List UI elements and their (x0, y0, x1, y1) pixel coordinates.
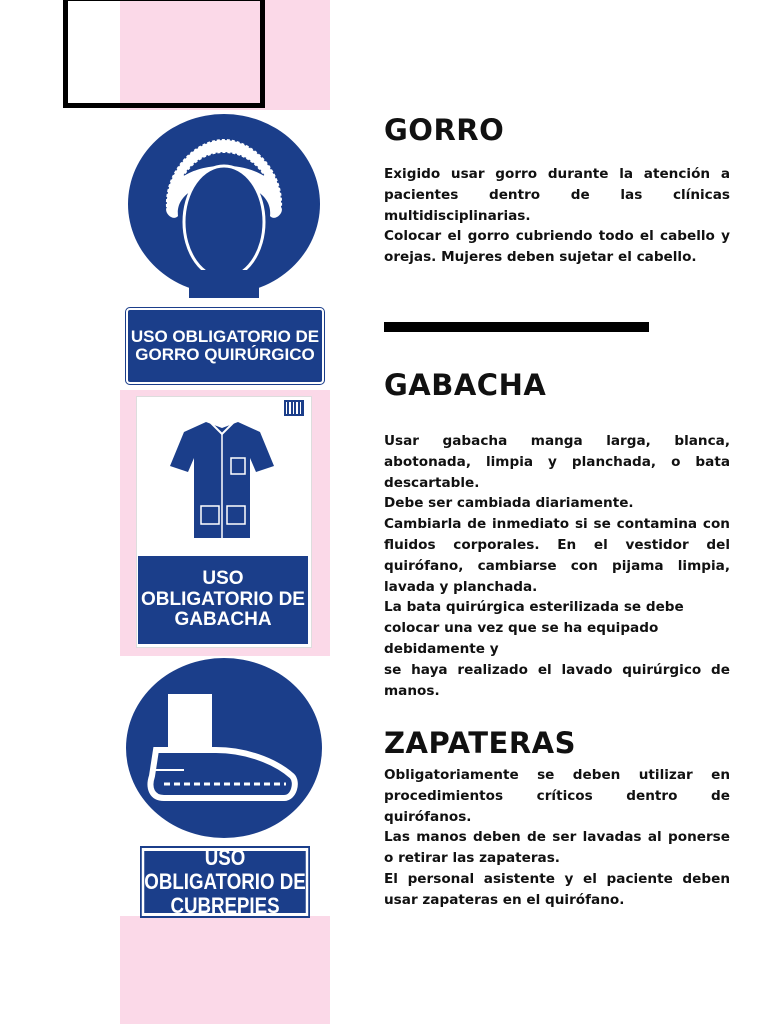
body-line: se haya realizado el lavado quirúrgico de manos. (384, 661, 730, 699)
body-line: Colocar el gorro cubriendo todo el cabello y orejas. Mujeres deben sujetar el cabello. (384, 228, 730, 266)
section-title-gorro: GORRO (384, 113, 505, 147)
body-line: Las manos deben de ser lavadas al ponerse o retirar las zapateras. (384, 829, 730, 867)
barcode-icon (284, 400, 304, 416)
section-title-gabacha: GABACHA (384, 368, 547, 402)
gorro-sign-icon (125, 112, 323, 298)
section-body-gabacha (384, 431, 730, 701)
cubrepies-sign-banner: USO OBLIGATORIO DE CUBREPIES (142, 848, 309, 916)
section-body-zapateras (384, 765, 730, 911)
body-line: Debe ser cambiada diariamente. (384, 495, 634, 512)
body-line: Obligatoriamente se deben utilizar en procedimientos críticos dentro de quirófanos. (384, 767, 730, 825)
section-title-zapateras: ZAPATERAS (384, 726, 577, 760)
section-divider (384, 322, 649, 332)
body-line: Usar gabacha manga larga, blanca, abotonada, limpia y planchada, o bata descartable. (384, 433, 730, 491)
body-line: Exigido usar gorro durante la atención a pacientes dentro de las clínicas multidisciplinarias. (384, 166, 730, 224)
body-line: El personal asistente y el paciente deben usar zapateras en el quirófano. (384, 870, 730, 908)
body-line: Cambiarla de inmediato si se contamina con fluidos corporales. En el vestidor del quirófano, cambiarse con pijama limpia, lavada y planchada. (384, 516, 730, 595)
gabacha-coat-icon (168, 418, 276, 540)
gabacha-sign-banner: USO OBLIGATORIO DE GABACHA (138, 556, 308, 644)
body-line: La bata quirúrgica esterilizada se debe colocar una vez que se ha equipado debidamente y (384, 599, 684, 657)
section-body-gorro (384, 164, 730, 268)
shoe-cover-sign-icon (124, 658, 324, 840)
decorative-frame (63, 0, 265, 108)
gorro-sign-banner: USO OBLIGATORIO DE GORRO QUIRÚRGICO (126, 308, 324, 384)
